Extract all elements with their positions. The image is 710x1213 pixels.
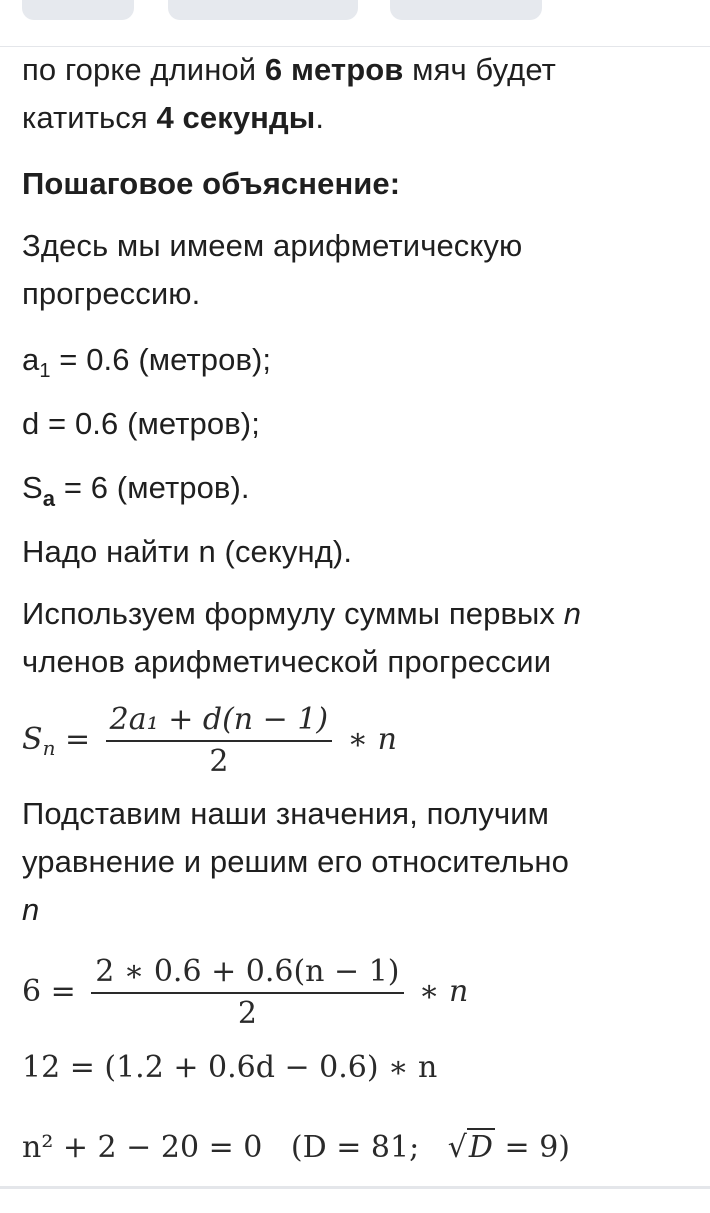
answer-highlight: 6 метров <box>264 52 404 87</box>
fraction <box>91 952 403 1034</box>
fraction-numerator: 2 ∗ 0.6 + 0.6(n − 1) <box>91 952 403 994</box>
paragraph-line <box>22 590 581 638</box>
multiplier: ∗ n <box>338 722 397 757</box>
equation-part: = 9) <box>494 1130 570 1165</box>
answer-text: мяч будет <box>403 52 556 87</box>
answer-highlight: 4 секунды <box>156 100 316 135</box>
sqrt-radicand: D <box>468 1130 493 1165</box>
symbol: a <box>22 342 40 377</box>
subscript: a <box>42 486 56 511</box>
paragraph-line: членов арифметической прогрессии <box>22 644 552 679</box>
fraction <box>106 700 332 782</box>
given-value: = 0.6 (метров); <box>50 342 272 377</box>
answer-text: Используем формулу суммы первых <box>22 596 564 631</box>
given-value: = 6 (метров). <box>55 470 250 505</box>
given-a1 <box>22 336 271 388</box>
top-tab-bar <box>0 0 710 47</box>
paragraph-line: уравнение и решим его относительно <box>22 844 569 879</box>
answer-intro-line-2 <box>22 94 324 142</box>
subscript: 1 <box>39 360 51 382</box>
equation-part: n² + 2 − 20 = 0 (D = 81; <box>22 1130 448 1165</box>
equals-sign: = <box>55 722 100 757</box>
paragraph-line: n <box>22 892 40 927</box>
answer-text: катиться <box>22 100 157 135</box>
tab-placeholder[interactable] <box>390 0 542 20</box>
formula-quadratic: n² + 2 − 20 = 0 (D = 81; √D = 9) <box>22 1130 570 1165</box>
tab-placeholder[interactable] <box>22 0 134 20</box>
divider <box>0 1186 710 1189</box>
fraction-numerator: 2a₁ + d(n − 1) <box>106 700 332 742</box>
multiplier: ∗ n <box>409 974 469 1009</box>
formula-sum <box>22 700 397 782</box>
symbol: S <box>22 470 43 505</box>
tab-placeholder[interactable] <box>168 0 358 20</box>
symbol: S <box>22 722 43 757</box>
paragraph-line: Здесь мы имеем арифметическую <box>22 228 523 263</box>
answer-text: по горке длиной <box>22 52 265 87</box>
given-s <box>22 464 250 515</box>
formula-substituted <box>22 952 468 1034</box>
variable-n: n <box>563 596 582 631</box>
answer-intro-line-1 <box>22 46 556 94</box>
fraction-denominator: 2 <box>237 996 257 1031</box>
lhs: 6 = <box>22 974 86 1009</box>
answer-text: . <box>315 100 325 135</box>
paragraph-line: Подставим наши значения, получим <box>22 796 550 831</box>
subscript: n <box>42 736 56 760</box>
fraction-denominator: 2 <box>209 744 229 779</box>
paragraph-line: прогрессию. <box>22 276 201 311</box>
explanation-heading: Пошаговое объяснение: <box>22 166 401 201</box>
formula-simplified: 12 = (1.2 + 0.6d − 0.6) ∗ n <box>22 1050 438 1085</box>
find-statement: Надо найти n (секунд). <box>22 534 353 569</box>
given-d: d = 0.6 (метров); <box>22 406 260 441</box>
